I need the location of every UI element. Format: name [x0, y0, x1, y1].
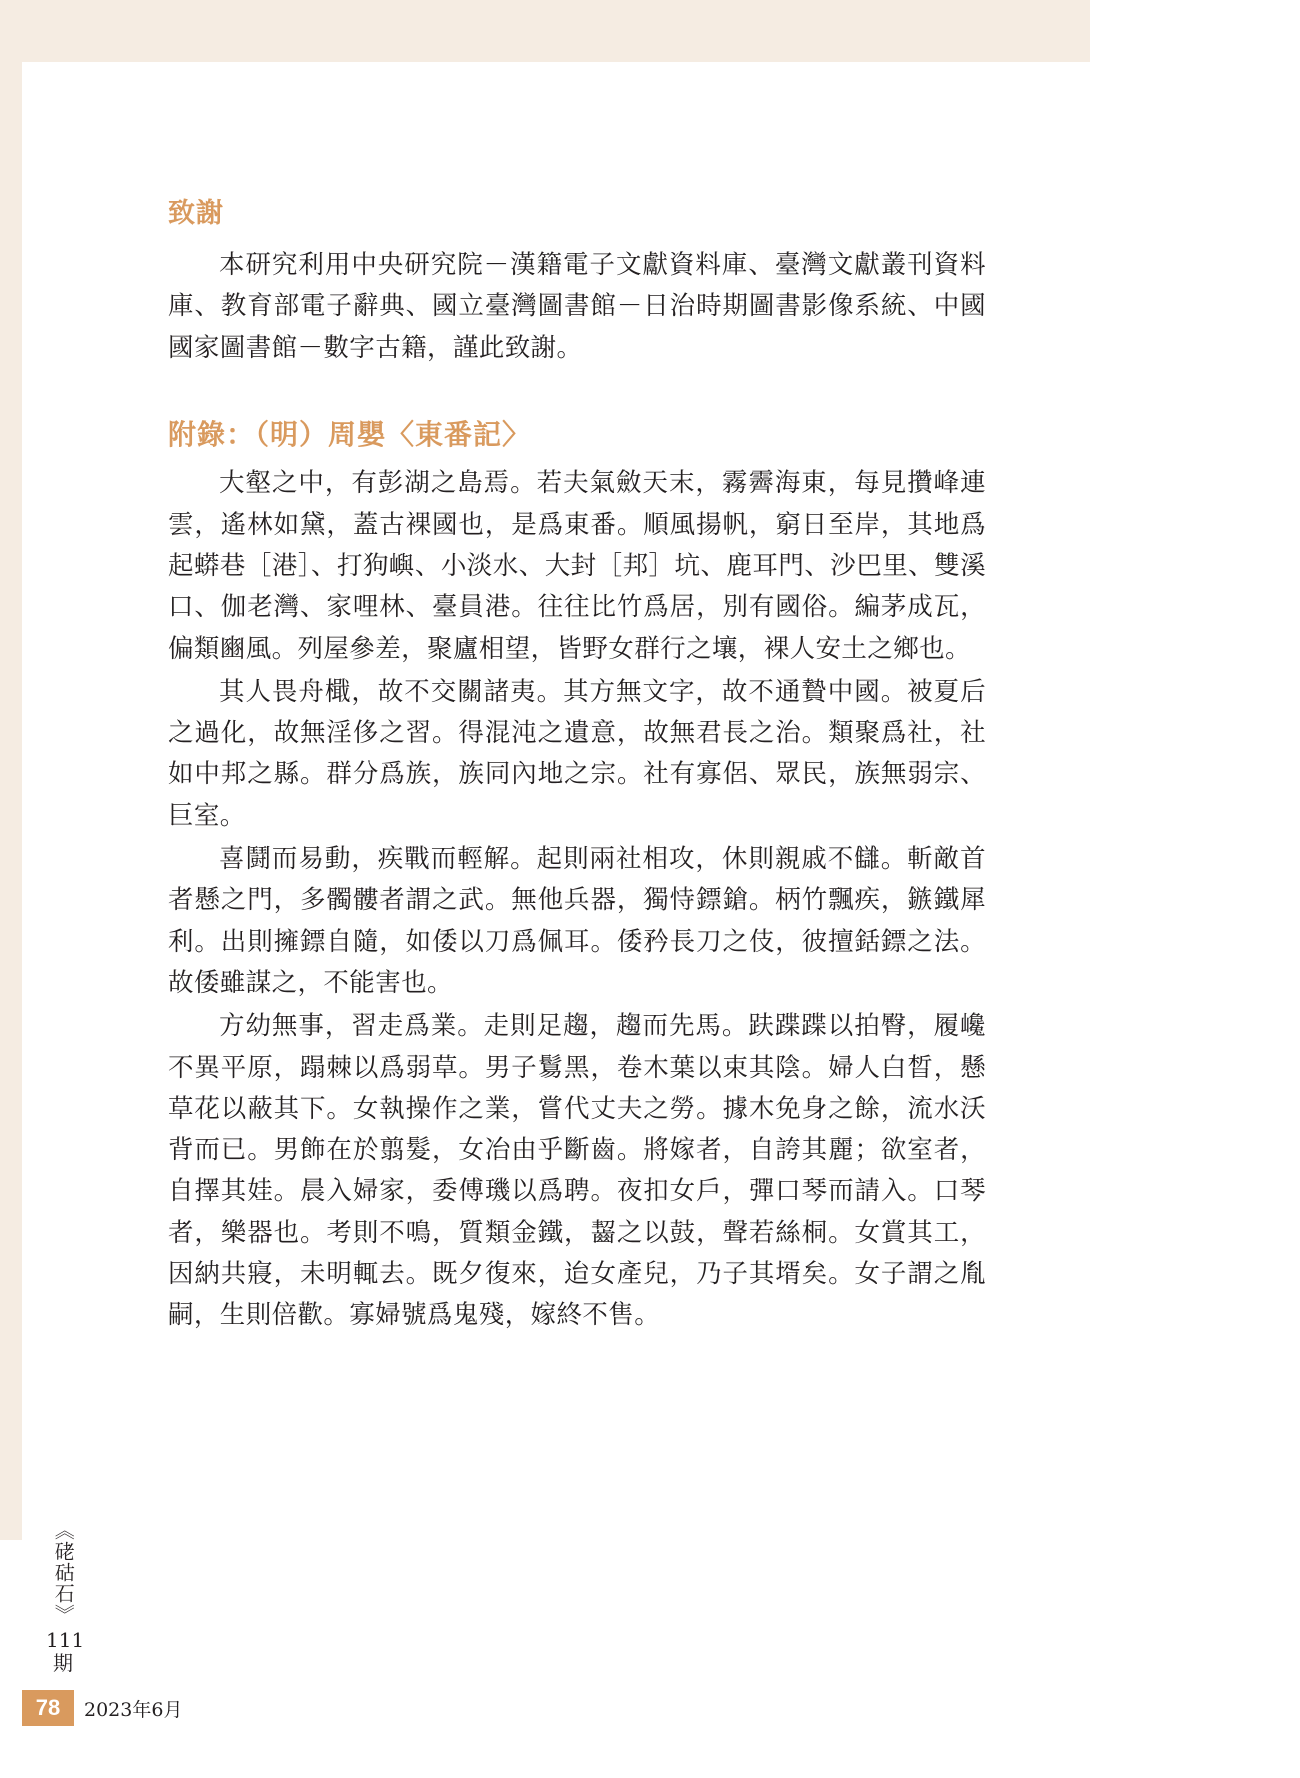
appendix-heading: 附錄：（明）周嬰〈東番記〉 — [168, 417, 532, 451]
appendix-paragraph-2: 其人畏舟檝，故不交關諸夷。其方無文字，故不通贄中國。被夏后之過化，故無淫侈之習。得混沌之遺意，故無君長之治。類聚爲社，社如中邦之縣。群分爲族，族同內地之宗。社有寡侶、眾民，族無弱宗、巨室。 — [168, 676, 986, 831]
journal-title-vertical: 《硓𥑮石》 — [51, 1519, 76, 1625]
page-content — [168, 196, 986, 1339]
appendix-paragraph-1: 大壑之中，有彭湖之島焉。若夫氣斂天末，霧霽海東，每見攢峰連雲，遙林如黛，蓋古裸國也，是爲東番。順風揚帆，窮日至岸，其地爲起蟒巷［港］、打狗嶼、小淡水、大封［邦］坑、鹿耳門、沙巴里、雙溪口、伽老灣、家哩林、臺員港。往往比竹爲居，別有國俗。編茅成瓦，偏類豳風。列屋參差，聚廬相望，皆野女群行之壤，裸人安土之鄉也。 — [168, 468, 986, 664]
acknowledgement-paragraph: 本研究利用中央研究院－漢籍電子文獻資料庫、臺灣文獻叢刊資料庫、教育部電子辭典、國立臺灣圖書館－日治時期圖書影像系統、中國國家圖書館－數字古籍，謹此致謝。 — [168, 250, 986, 363]
journal-side-label — [46, 1519, 85, 1675]
appendix-paragraph-4: 方幼無事，習走爲業。走則足趨，趨而先馬。趺蹀蹀以拍臀，履巉不異平原，蹋棘以爲弱草。男子鬄黑，卷木葉以束其陰。婦人白晳，懸草花以蔽其下。女執操作之業，嘗代丈夫之勞。據木免身之餘，流水沃背而已。男飾在於翦髮，女冶由乎斷齒。將嫁者，自誇其麗；欲室者，自擇其娃。晨入婦家，委傅璣以爲聘。夜扣女戶，彈口琴而請入。口琴者，樂器也。考則不鳴，質類金鐵，齧之以鼓，聲若絲桐。女賞其工，因納共寢，未明輒去。既夕復來，迨女產兒，乃子其壻矣。女子謂之胤嗣，生則倍歡。寡婦號爲鬼殘，嫁終不售。 — [168, 1011, 986, 1331]
decorative-top-band — [0, 0, 1090, 62]
journal-issue-number: 111 — [46, 1628, 85, 1653]
page-number: 78 — [35, 1695, 61, 1720]
journal-issue-unit: 期 — [53, 1650, 73, 1675]
footer-date: 2023年6月 — [84, 1699, 183, 1721]
acknowledgement-heading: 致謝 — [168, 198, 224, 229]
appendix-paragraph-3: 喜鬪而易動，疾戰而輕解。起則兩社相攻，休則親戚不讎。斬敵首者懸之門，多髑髏者謂之武。無他兵器，獨恃鏢鎗。柄竹飄疾，鏃鐵犀利。出則擁鏢自隨，如倭以刀爲佩耳。倭矜長刀之伎，彼擅銛鏢之法。故倭雖謀之，不能害也。 — [168, 844, 986, 998]
decorative-left-band — [0, 0, 22, 1540]
